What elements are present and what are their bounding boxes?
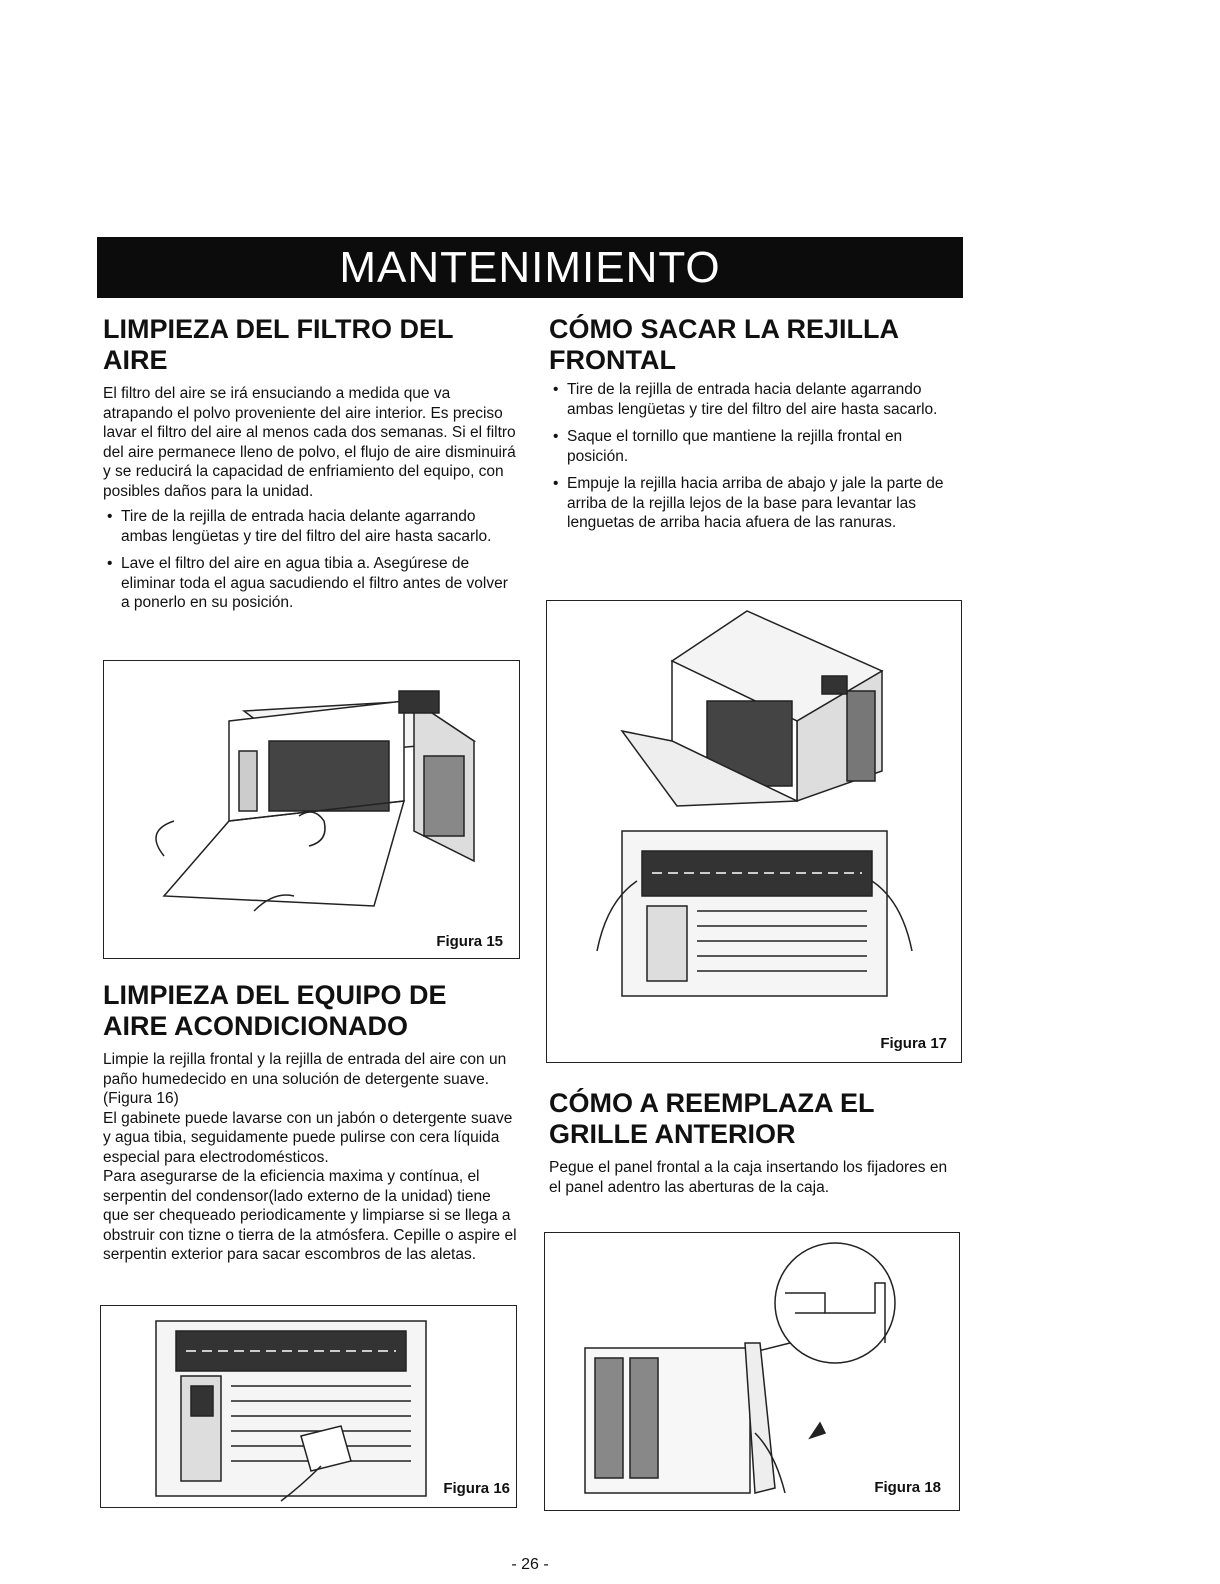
figure-17 [546, 600, 962, 1063]
replace-grille-section [549, 1088, 959, 1197]
figure-17-illustration [547, 601, 961, 1062]
filter-step-1: • Tire de la rejilla de entrada hacia delante agarrando ambas lengüetas y tire del filtro del aire hasta sacarlo. [103, 507, 518, 546]
remove-grille-section [549, 314, 959, 541]
remove-grille-title: CÓMO SACAR LA REJILLA FRONTAL [549, 314, 898, 375]
filter-step-2: • Lave el filtro del aire en agua tibia a. Asegúrese de eliminar toda el agua sacudiendo el filtro antes de volver a ponerlo en su posición. [103, 554, 518, 613]
filter-steps-list [103, 507, 518, 613]
figure-18-illustration [545, 1233, 959, 1510]
remove-grille-steps-list [549, 380, 959, 533]
figure-16-caption: Figura 16 [443, 1480, 510, 1497]
remove-grille-step-3: • Empuje la rejilla hacia arriba de abajo y jale la parte de arriba de la rejilla lejos de la base para levantar las lenguetas de arriba hacia afuera de las ranuras. [549, 474, 959, 533]
filter-section [103, 314, 518, 621]
filter-section-body: El filtro del aire se irá ensuciando a medida que va atrapando el polvo proveniente del aire interior. Es preciso lavar el filtro del aire al menos cada dos semanas. Si el filtro del aire permanece lleno de polvo, el flujo de aire disminuirá y se reducirá la capacidad de enfriamiento del equipo, con posibles daños para la unidad. [103, 385, 516, 500]
figure-16 [100, 1305, 517, 1508]
figure-16-illustration [101, 1306, 516, 1507]
page-banner: MANTENIMIENTO [97, 237, 963, 298]
figure-15-illustration [104, 661, 519, 958]
figure-18 [544, 1232, 960, 1511]
cleaning-paragraph-3: Para asegurarse de la eficiencia maxima y contínua, el serpentin del condensor(lado externo de la unidad) tiene que ser chequeado periodicamente y limpiarse si se llega a obstruir con tizne o tierra de la atmósfera. Cepille o aspire el serpentin exterior para sacar escombros de las aletas. [103, 1168, 517, 1263]
page-number: - 26 - [511, 1556, 549, 1573]
remove-grille-step-1: • Tire de la rejilla de entrada hacia delante agarrando ambas lengüetas y tire del filtro del aire hasta sacarlo. [549, 380, 959, 419]
figure-15-caption: Figura 15 [436, 933, 503, 950]
cleaning-paragraph-2: El gabinete puede lavarse con un jabón o detergente suave y agua tibia, seguidamente puede pulirse con cera líquida especial para electrodomésticos. [103, 1109, 513, 1166]
remove-grille-step-2: • Saque el tornillo que mantiene la rejilla frontal en posición. [549, 427, 959, 466]
cleaning-section [103, 980, 518, 1265]
figure-17-caption: Figura 17 [880, 1035, 947, 1052]
figure-18-caption: Figura 18 [874, 1479, 941, 1496]
figure-15 [103, 660, 520, 959]
cleaning-section-title: LIMPIEZA DEL EQUIPO DE AIRE ACONDICIONADO [103, 980, 447, 1041]
filter-section-title: LIMPIEZA DEL FILTRO DEL AIRE [103, 314, 453, 375]
cleaning-paragraph-1: Limpie la rejilla frontal y la rejilla de entrada del aire con un paño humedecido en una solución de detergente suave. (Figura 16) [103, 1051, 507, 1107]
replace-grille-body: Pegue el panel frontal a la caja insertando los fijadores en el panel adentro las aberturas de la caja. [549, 1159, 948, 1196]
replace-grille-title: CÓMO A REEMPLAZA EL GRILLE ANTERIOR [549, 1088, 875, 1149]
